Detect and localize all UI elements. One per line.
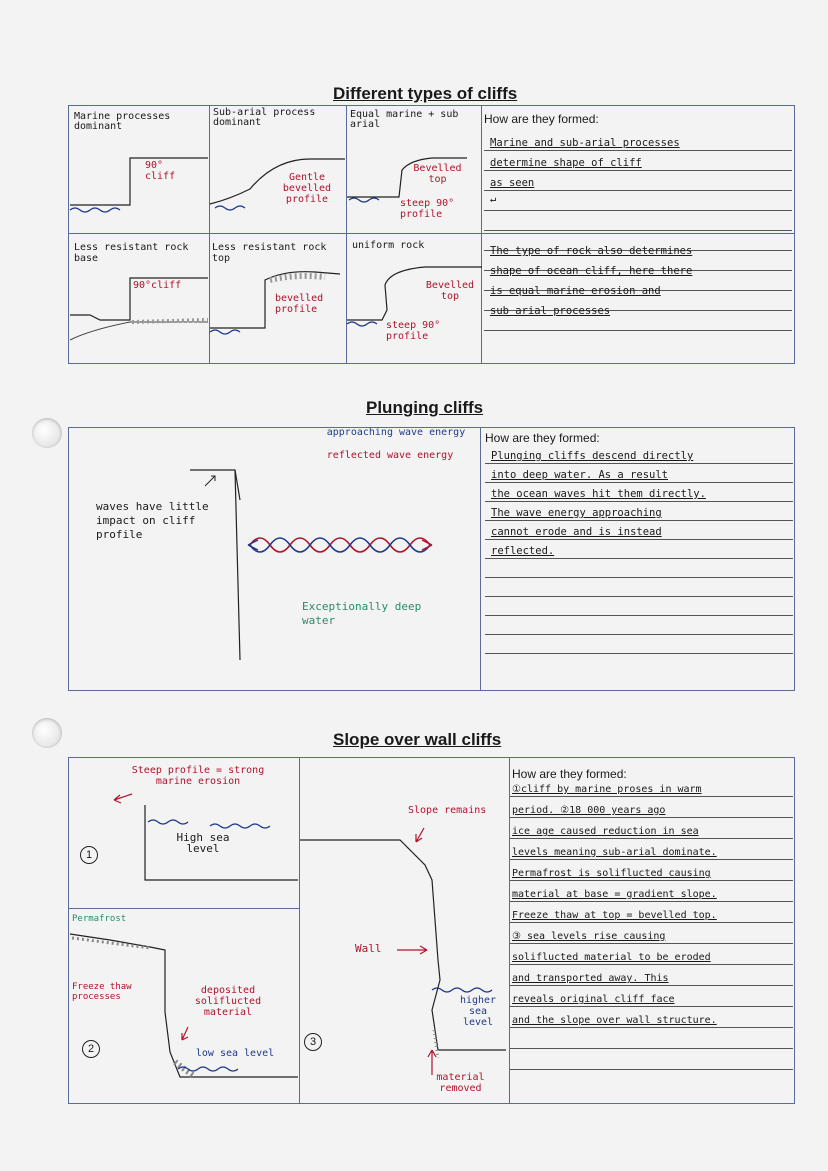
notes-heading-2: How are they formed:	[485, 431, 600, 445]
label-90-cliff: 90° cliff	[145, 160, 176, 182]
label-wall: Wall	[355, 942, 382, 955]
note-1-7: sub arial processes	[490, 305, 611, 317]
label-deep-water: Exceptionally deep water	[302, 600, 422, 627]
header-subarial: Sub-arial process dominant	[213, 107, 316, 128]
label-steep-90: steep 90° profile	[400, 198, 455, 220]
label-bevelled-top-2: Bevelled top	[425, 280, 475, 302]
section-title-plunging: Plunging cliffs	[366, 398, 484, 417]
note-1-6: is equal marine erosion and	[490, 285, 661, 297]
note-2-4: cannot erode and is instead	[491, 526, 662, 538]
section-title-slope-over-wall: Slope over wall cliffs	[333, 730, 502, 749]
label-low-sea: low sea level	[195, 1048, 275, 1059]
row-divider	[69, 908, 299, 909]
label-permafrost: Permafrost	[72, 914, 127, 924]
legend-approaching	[316, 427, 476, 438]
section-title-cliff-types: Different types of cliffs	[333, 84, 518, 103]
note-3-11: and the slope over wall structure.	[512, 1015, 717, 1026]
label-bevelled-profile: bevelled profile	[275, 293, 324, 315]
note-1-5: shape of ocean cliff, here there	[490, 265, 693, 277]
note-2-5: reflected.	[491, 545, 555, 557]
circle-number-1	[80, 846, 98, 864]
note-3-8: soliflucted material to be eroded	[512, 952, 711, 963]
note-3-4: Permafrost is soliflucted causing	[512, 868, 711, 879]
num-2: 2	[87, 1043, 95, 1055]
sketch-resistant-base	[70, 260, 208, 355]
sketch-panel-3	[300, 780, 506, 1100]
note-1-4: The type of rock also determines	[490, 245, 693, 257]
note-3-3: levels meaning sub-arial dominate.	[512, 847, 717, 858]
punch-hole-top	[32, 418, 62, 448]
note-3-7: ③ sea levels rise causing	[512, 931, 666, 942]
note-2-3: The wave energy approaching	[491, 507, 662, 519]
label-bevelled-top: Bevelled top	[413, 163, 462, 185]
col-divider	[480, 428, 481, 690]
notes-heading-1: How are they formed:	[484, 112, 599, 126]
note-3-6: Freeze thaw at top = bevelled top.	[512, 910, 717, 921]
note-1-3: ↵	[490, 193, 497, 205]
sketch-plunging-cliff	[70, 460, 480, 685]
circle-number-2	[82, 1040, 100, 1058]
note-2-1: into deep water. As a result	[491, 469, 669, 481]
label-material-removed: material removed	[436, 1072, 485, 1094]
legend-approaching-text: approaching wave energy	[326, 427, 466, 438]
notes-heading-3: How are they formed:	[512, 767, 627, 781]
note-3-1: period. ②18 000 years ago	[512, 805, 666, 816]
note-2-2: the ocean waves hit them directly.	[491, 488, 706, 500]
note-1-0: Marine and sub-arial processes	[490, 137, 680, 149]
sketch-marine-cliff	[70, 140, 208, 230]
label-slope-remains: Slope remains	[408, 805, 487, 816]
note-3-0: ①cliff by marine proses in warm	[512, 784, 702, 795]
label-less-resistant-top: Less resistant rock top	[212, 242, 327, 264]
note-3-5: material at base = gradient slope.	[512, 889, 717, 900]
label-90-cliff-b: 90°cliff	[133, 280, 182, 291]
label-high-sea: High sea level	[176, 831, 230, 855]
label-higher-sea: higher sea level	[459, 995, 497, 1028]
note-3-9: and transported away. This	[512, 973, 669, 984]
legend-reflected-text: reflected wave energy	[326, 450, 454, 461]
label-less-resistant-base: Less resistant rock base	[74, 242, 189, 264]
ruled-lines-3	[510, 796, 793, 1096]
label-deposited: deposited soliflucted material	[194, 985, 262, 1018]
label-steep-90-b: steep 90° profile	[386, 320, 441, 342]
note-1-1: determine shape of cliff	[490, 157, 642, 169]
punch-hole-bottom	[32, 718, 62, 748]
label-gentle-bevelled: Gentle bevelled profile	[282, 172, 332, 205]
header-marine: Marine processes dominant	[74, 111, 171, 132]
note-3-10: reveals original cliff face	[512, 994, 675, 1005]
label-little-impact: waves have little impact on cliff profile	[96, 500, 209, 541]
num-3: 3	[309, 1036, 317, 1048]
label-uniform-rock: uniform rock	[352, 240, 425, 251]
note-2-0: Plunging cliffs descend directly	[491, 450, 694, 462]
num-1: 1	[85, 849, 93, 861]
label-freeze-thaw: Freeze thaw processes	[72, 982, 132, 1002]
note-1-2: as seen	[490, 177, 535, 189]
note-3-2: ice age caused reduction in sea	[512, 826, 699, 837]
label-steep-profile: Steep profile = strong marine erosion	[131, 765, 265, 787]
header-equal: Equal marine + sub arial	[350, 109, 459, 130]
